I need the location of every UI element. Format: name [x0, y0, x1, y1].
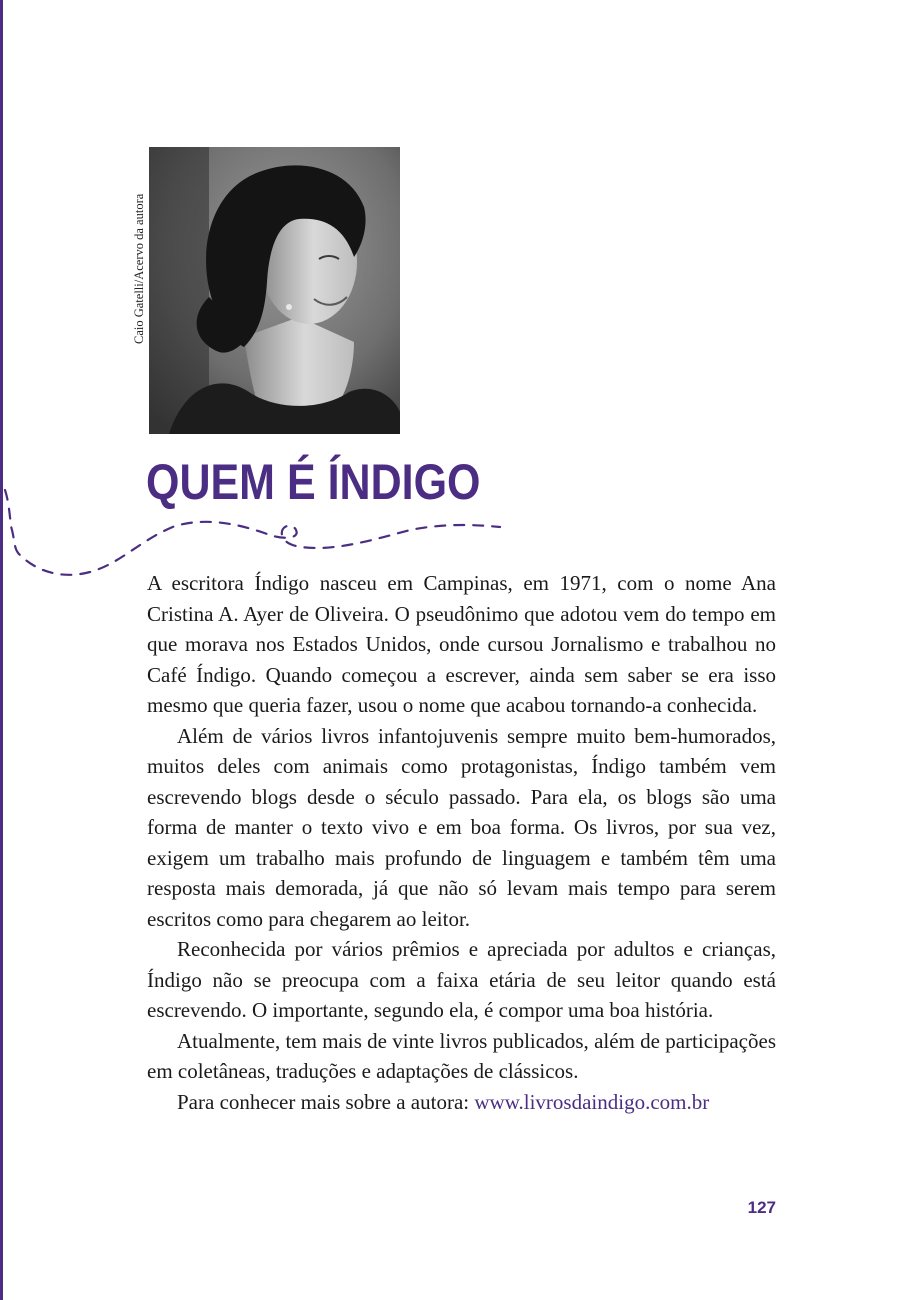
paragraph-4: Atualmente, tem mais de vinte livros publicados, além de participações em coletâneas, traduções e adaptações de clássicos. — [147, 1028, 776, 1083]
page-number: 127 — [747, 1198, 776, 1217]
author-photo-image — [149, 147, 400, 434]
paragraph-3: Reconhecida por vários prêmios e apreciada por adultos e crianças, Índigo não se preocupa com a faixa etária de seu leitor quando está escrevendo. O importante, segundo ela, é compor uma boa história. — [147, 937, 776, 1022]
page-edge-rule — [0, 0, 3, 1300]
body-text — [147, 568, 776, 1117]
paragraph-1: A escritora Índigo nasceu em Campinas, em 1971, com o nome Ana Cristina A. Ayer de Oliveira. O pseudônimo que adotou vem do tempo em que morava nos Estados Unidos, onde cursou Jornalismo e trabalhou no Café Índigo. Quando começou a escrever, ainda sem saber se era isso mesmo que queria fazer, usou o nome que acabou tornando-a conhecida. — [147, 571, 776, 717]
paragraph-5 — [147, 1087, 776, 1118]
author-website-link[interactable]: www.livrosdaindigo.com.br — [474, 1089, 710, 1114]
section-title: QUEM É ÍNDIGO — [146, 454, 481, 510]
paragraph-2: Além de vários livros infantojuvenis sempre muito bem-humorados, muitos deles com animais como protagonistas, Índigo também vem escrevendo blogs desde o século passado. Para ela, os blogs são uma forma de manter o texto vivo e em boa forma. Os livros, por sua vez, exigem um trabalho mais profundo de linguagem e também têm uma resposta mais demorada, já que não só levam mais tempo para serem escritos como para chegarem ao leitor. — [147, 723, 776, 931]
paragraph-5-text: Para conhecer mais sobre a autora: — [177, 1089, 475, 1114]
photo-credit: Caio Gatelli/Acervo da autora — [132, 193, 146, 344]
author-photo — [149, 147, 400, 434]
